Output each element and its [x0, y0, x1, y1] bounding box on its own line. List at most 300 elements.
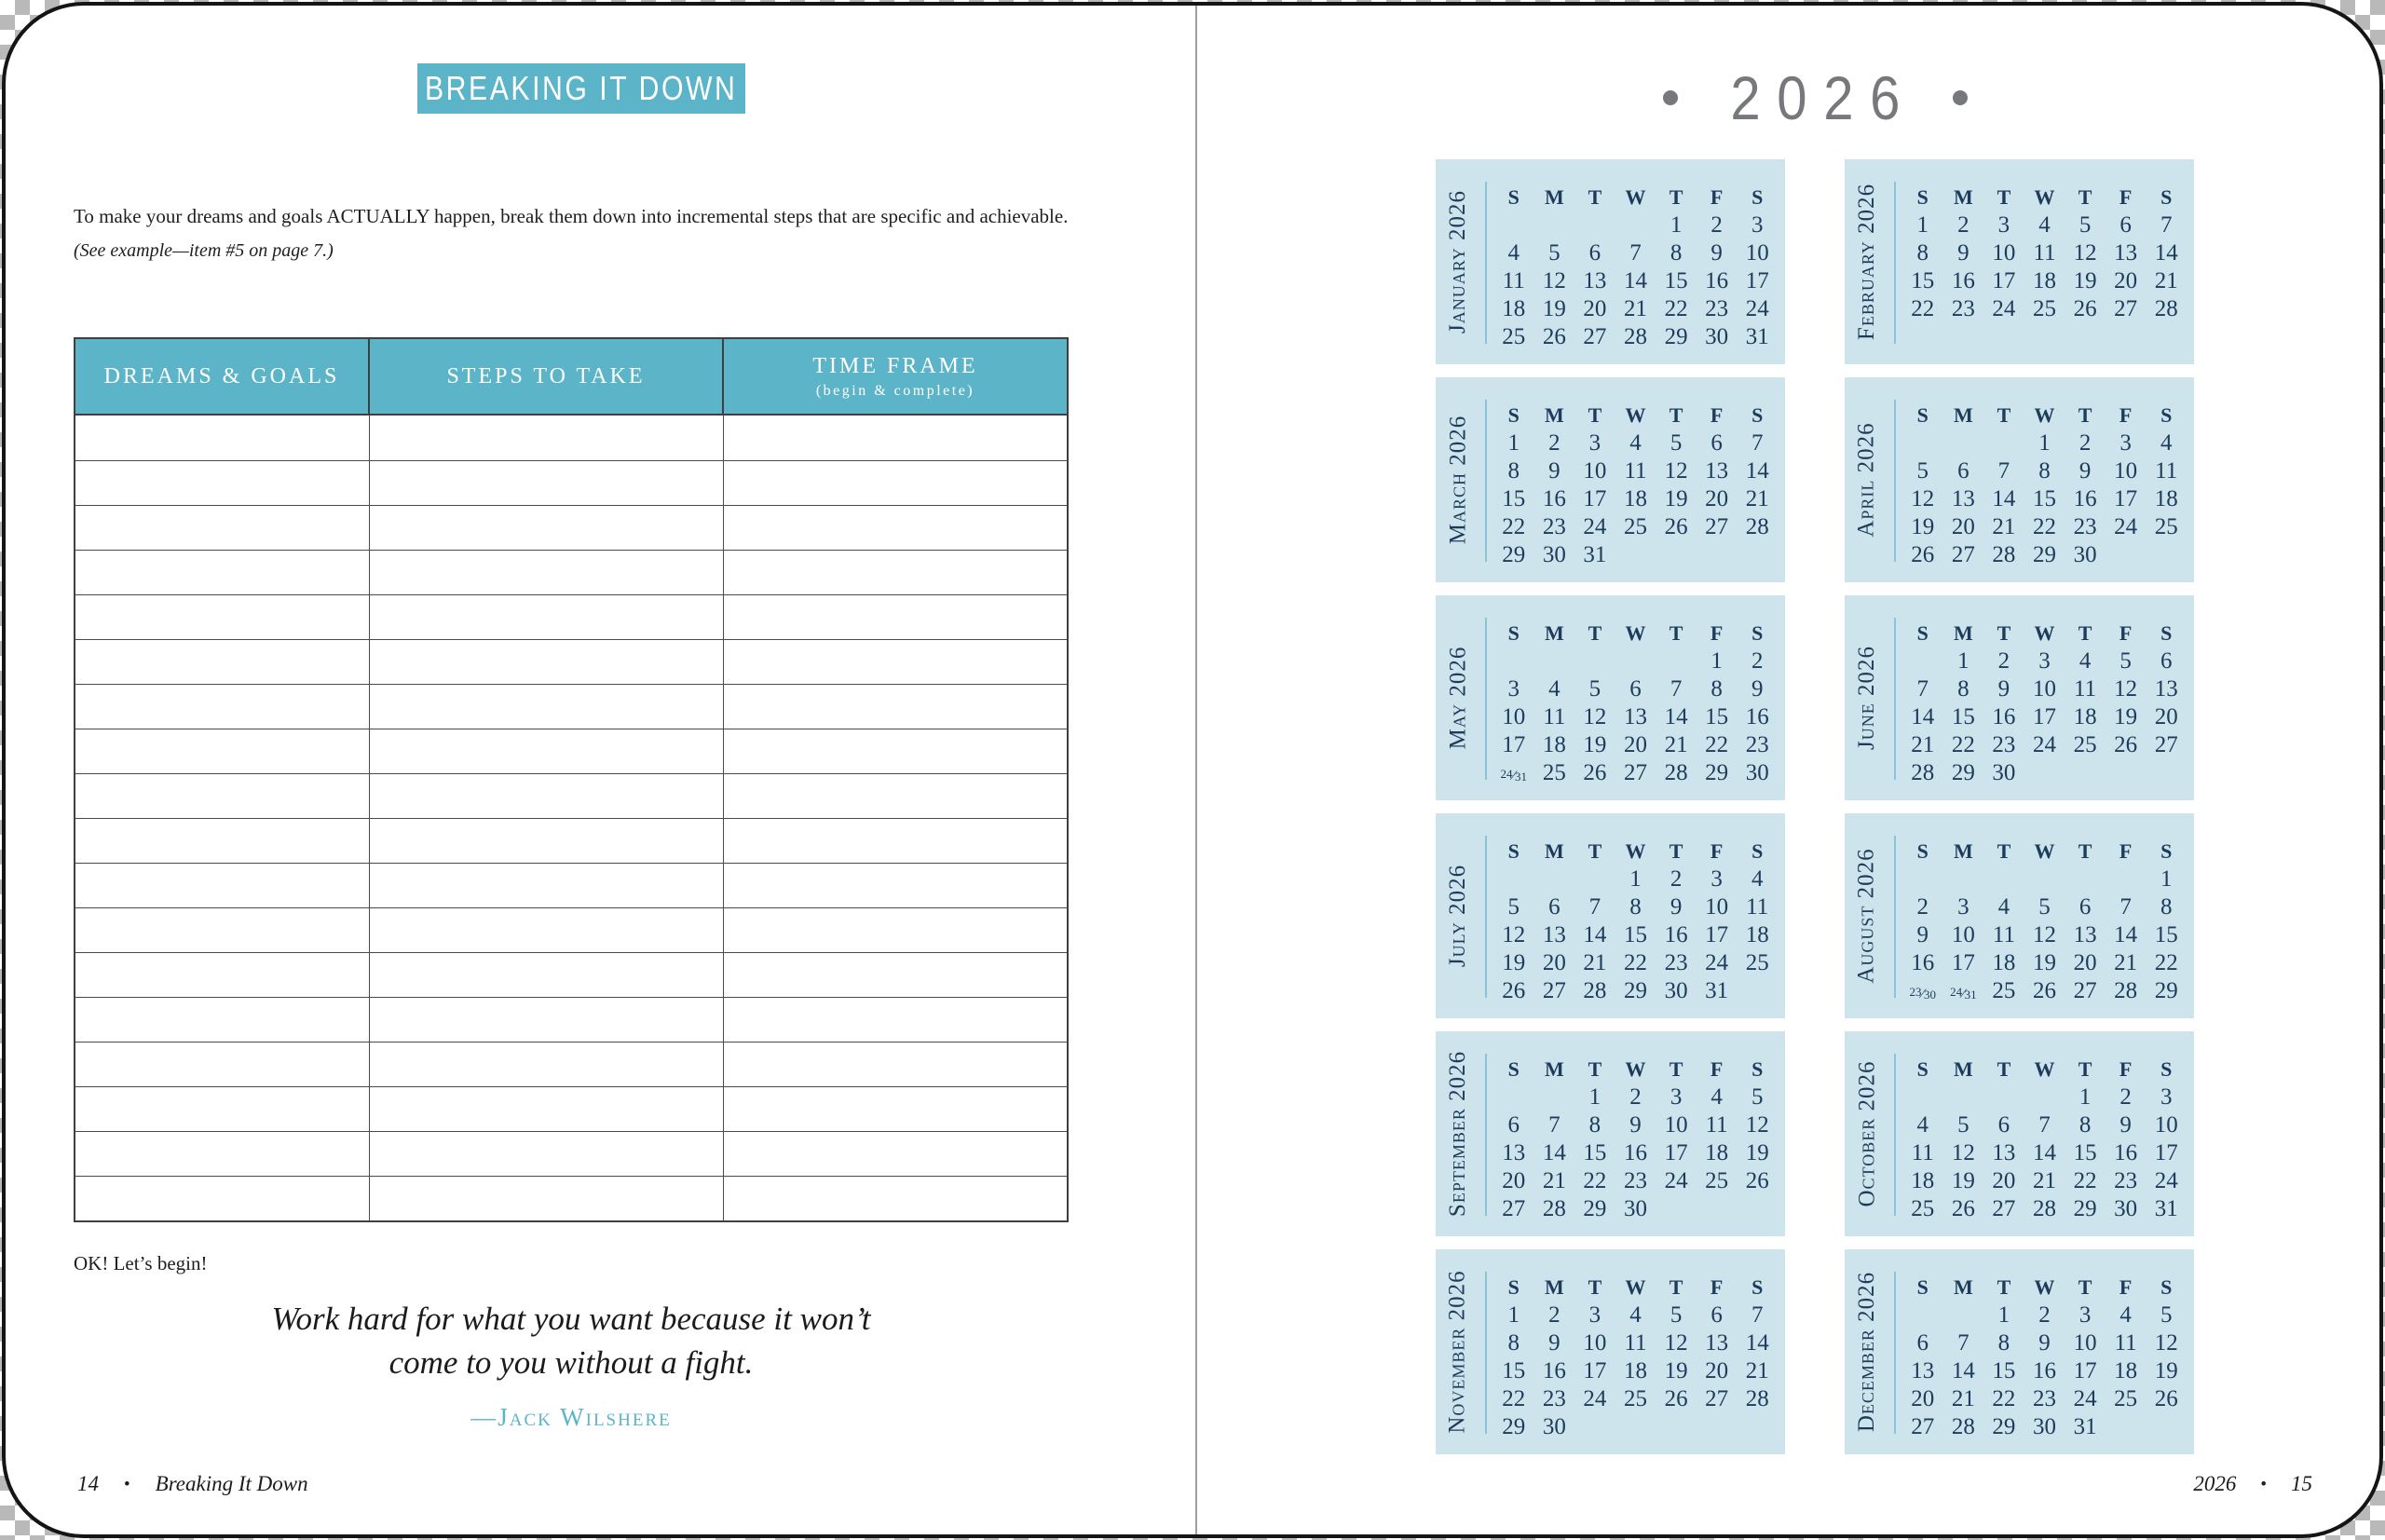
day-cell: 18 — [2154, 486, 2178, 511]
day-cell: 16 — [1664, 922, 1688, 947]
day-cell: 31 — [1705, 978, 1729, 1003]
weekday-header: W — [2034, 621, 2055, 645]
weekday-header: M — [1953, 839, 1973, 863]
day-cell — [1902, 429, 1943, 457]
goals-table-cell — [724, 416, 1067, 460]
day-cell: 11 — [1543, 704, 1566, 729]
day-cell — [1943, 865, 1984, 893]
column-header-label: TIME FRAME — [812, 353, 978, 378]
day-cell: 2 — [1548, 1302, 1560, 1328]
day-cell: 9 — [1957, 240, 1969, 266]
day-cell: 17 — [1992, 268, 2016, 293]
day-cell: 25 — [2073, 732, 2097, 757]
goals-table-cell — [724, 595, 1067, 639]
day-cell: 27 — [1542, 978, 1566, 1003]
day-cell: 12 — [2073, 240, 2097, 266]
day-cell: 11 — [1746, 894, 1769, 920]
day-cell: 1 — [2078, 1084, 2092, 1110]
day-cell — [2146, 1413, 2187, 1441]
day-cell: 24 — [1583, 1386, 1607, 1411]
day-cell: 15 — [1911, 268, 1935, 293]
day-cell: 13 — [2114, 240, 2138, 266]
day-cell: 3 — [2119, 430, 2132, 456]
day-cell: 19 — [1951, 1168, 1975, 1193]
day-cell — [1615, 1413, 1656, 1441]
weekday-header: F — [2119, 621, 2133, 645]
goals-table-cell — [724, 1087, 1067, 1131]
goals-table-cell — [370, 551, 724, 594]
day-cell: 24 — [1664, 1168, 1688, 1193]
day-cell — [1737, 1195, 1778, 1223]
day-cell: 6 — [2160, 648, 2173, 674]
goals-table-cell — [724, 729, 1067, 773]
goals-table-row — [75, 505, 1067, 550]
day-cell — [1737, 1413, 1778, 1441]
weekday-header: T — [1669, 403, 1683, 427]
day-cell: 27 — [1502, 1196, 1526, 1221]
day-cell: 10 — [1664, 1112, 1688, 1138]
day-cell: 23 — [1542, 514, 1566, 539]
goals-table-cell — [75, 864, 370, 907]
day-cell: 31 — [1583, 542, 1607, 567]
day-cell: 17 — [2154, 1140, 2178, 1165]
day-cell: 23 — [1664, 950, 1688, 975]
page-number: 14 — [77, 1472, 99, 1495]
day-cell — [1902, 1302, 1943, 1329]
goals-table-cell — [370, 729, 724, 773]
day-cell: 12 — [1542, 268, 1566, 293]
day-cell: 31 — [1745, 324, 1769, 349]
day-cell: 3 — [1588, 1302, 1601, 1328]
day-cell: 28 — [1745, 1386, 1769, 1411]
day-cell: 16 — [1911, 950, 1935, 975]
day-cell: 18 — [1992, 950, 2016, 975]
day-cell — [1656, 647, 1697, 675]
day-cell: 29 — [1502, 542, 1526, 567]
goals-table-cell — [724, 551, 1067, 594]
day-cell: $^{23}⁄_{30}$ — [1909, 985, 1937, 1002]
day-cell: 31 — [2154, 1196, 2178, 1221]
goals-table-cell — [724, 461, 1067, 505]
day-cell: 17 — [1583, 486, 1607, 511]
day-cell: 18 — [1623, 486, 1647, 511]
weekday-header: S — [2160, 1275, 2173, 1299]
weekday-header: T — [1588, 839, 1602, 863]
day-cell: 26 — [1911, 542, 1935, 567]
month-day-grid — [1493, 1056, 1778, 1223]
day-cell: 8 — [1629, 894, 1642, 920]
weekday-header: S — [1751, 1057, 1764, 1081]
weekday-header: S — [1507, 185, 1520, 209]
day-cell: 21 — [2032, 1168, 2056, 1193]
day-cell: 9 — [2119, 1112, 2132, 1138]
day-cell: 18 — [2114, 1358, 2138, 1383]
goals-table-row — [75, 594, 1067, 639]
day-cell: $^{24}⁄_{31}$ — [1500, 767, 1528, 784]
day-cell: 1 — [1710, 648, 1723, 674]
goals-table-cell — [724, 685, 1067, 729]
day-cell: 28 — [1992, 542, 2016, 567]
day-cell — [1615, 541, 1656, 569]
weekday-header: M — [1953, 1057, 1973, 1081]
weekday-header: S — [1507, 839, 1520, 863]
goals-table-row — [75, 684, 1067, 729]
weekday-header: T — [1997, 185, 2011, 209]
day-cell: 15 — [1502, 1358, 1526, 1383]
day-cell: 14 — [1951, 1358, 1975, 1383]
month-label: June 2026 — [1854, 646, 1880, 750]
day-cell: 18 — [1745, 922, 1769, 947]
column-header-dreams-goals — [75, 339, 370, 414]
day-cell: 12 — [1583, 704, 1607, 729]
goals-table-cell — [370, 908, 724, 952]
weekday-header: M — [1953, 403, 1973, 427]
day-cell: 23 — [1623, 1168, 1647, 1193]
day-cell: 19 — [2073, 268, 2097, 293]
day-cell: 16 — [1705, 268, 1729, 293]
goals-table-cell — [75, 551, 370, 594]
day-cell: 13 — [1583, 268, 1607, 293]
day-cell: 11 — [2114, 1330, 2137, 1356]
day-cell: 13 — [1911, 1358, 1935, 1383]
day-cell: 20 — [2073, 950, 2097, 975]
day-cell: 5 — [2038, 894, 2051, 920]
day-cell: 3 — [1507, 676, 1520, 702]
month-calendar — [1436, 377, 1785, 582]
day-cell: 3 — [2078, 1302, 2092, 1328]
day-cell: 24 — [1705, 950, 1729, 975]
month-day-grid — [1493, 402, 1778, 569]
day-cell: 29 — [1705, 760, 1729, 785]
month-label: August 2026 — [1854, 848, 1879, 984]
goals-table-cell — [370, 953, 724, 997]
day-cell: 10 — [2114, 458, 2138, 484]
day-cell: 29 — [2032, 542, 2056, 567]
day-cell: 15 — [2032, 486, 2056, 511]
month-label: April 2026 — [1854, 422, 1879, 538]
weekday-header: W — [1625, 185, 1646, 209]
day-cell: 21 — [1745, 1358, 1769, 1383]
day-cell — [1656, 1413, 1697, 1441]
day-cell: 8 — [1507, 458, 1520, 484]
day-cell: 27 — [1705, 1386, 1729, 1411]
goals-table-cell — [370, 819, 724, 863]
goals-table-cell — [75, 506, 370, 550]
day-cell: 17 — [1745, 268, 1769, 293]
goals-table-cell — [75, 461, 370, 505]
day-cell — [1697, 1413, 1738, 1441]
month-label: September 2026 — [1445, 1050, 1471, 1218]
weekday-header: T — [2078, 839, 2092, 863]
weekday-header: S — [2160, 839, 2173, 863]
day-cell: 4 — [2119, 1302, 2132, 1328]
day-cell: 8 — [2160, 894, 2173, 920]
day-cell: 12 — [2154, 1330, 2178, 1356]
day-cell: $^{24}⁄_{31}$ — [1950, 985, 1977, 1002]
day-cell: 6 — [1548, 894, 1560, 920]
weekday-header: S — [2160, 185, 2173, 209]
weekday-header: W — [2034, 1057, 2055, 1081]
month-label: December 2026 — [1854, 1271, 1879, 1433]
day-cell: 5 — [2119, 648, 2132, 674]
day-cell: 2 — [1670, 866, 1683, 892]
day-cell: 27 — [1705, 514, 1729, 539]
month-separator-line — [1894, 1272, 1896, 1434]
weekday-header: F — [1710, 403, 1724, 427]
day-cell: 20 — [2154, 704, 2178, 729]
column-header-time-frame — [724, 339, 1067, 414]
day-cell: 21 — [1623, 296, 1647, 321]
day-cell: 19 — [1745, 1140, 1769, 1165]
month-label: November 2026 — [1445, 1270, 1470, 1434]
day-cell: 2 — [1957, 212, 1969, 238]
day-cell: 25 — [1542, 760, 1566, 785]
month-label: January 2026 — [1445, 190, 1470, 334]
day-cell: 9 — [1997, 676, 2010, 702]
goals-table-row — [75, 952, 1067, 997]
day-cell — [2106, 541, 2146, 569]
day-cell: 17 — [2114, 486, 2138, 511]
day-cell: 24 — [2073, 1386, 2097, 1411]
day-cell: 28 — [1664, 760, 1688, 785]
goals-table-row — [75, 907, 1067, 952]
day-cell: 16 — [1542, 486, 1566, 511]
day-cell: 21 — [1911, 732, 1935, 757]
day-cell: 30 — [1705, 324, 1729, 349]
day-cell: 21 — [1992, 514, 2016, 539]
day-cell: 13 — [1623, 704, 1647, 729]
day-cell: 22 — [2154, 950, 2178, 975]
goals-table-row — [75, 1086, 1067, 1131]
weekday-header: S — [1916, 403, 1928, 427]
weekday-header: S — [1507, 621, 1520, 645]
day-cell: 30 — [1992, 760, 2016, 785]
day-cell: 10 — [1705, 894, 1729, 920]
month-day-grid — [1902, 402, 2187, 569]
day-cell: 13 — [1542, 922, 1566, 947]
day-cell: 20 — [1583, 296, 1607, 321]
month-calendar — [1436, 1031, 1785, 1236]
weekday-header: F — [2119, 839, 2133, 863]
day-cell: 6 — [1588, 240, 1601, 266]
day-cell — [1534, 1083, 1575, 1111]
day-cell: 29 — [2154, 978, 2178, 1003]
day-cell: 21 — [1951, 1386, 1975, 1411]
day-cell: 17 — [1664, 1140, 1688, 1165]
day-cell — [1493, 211, 1534, 239]
day-cell: 22 — [1664, 296, 1688, 321]
weekday-header: W — [2034, 403, 2055, 427]
goals-table-cell — [724, 998, 1067, 1042]
day-cell: 7 — [1916, 676, 1929, 702]
day-cell: 4 — [1916, 1112, 1929, 1138]
day-cell: 23 — [1542, 1386, 1566, 1411]
day-cell: 5 — [1507, 894, 1520, 920]
weekday-header: T — [2078, 403, 2092, 427]
day-cell: 3 — [1588, 430, 1601, 456]
goals-table-cell — [75, 595, 370, 639]
weekday-header: T — [1997, 403, 2011, 427]
day-cell: 22 — [1951, 732, 1975, 757]
day-cell: 14 — [2032, 1140, 2056, 1165]
day-cell: 20 — [1542, 950, 1566, 975]
day-cell — [1902, 1083, 1943, 1111]
day-cell: 21 — [2154, 268, 2178, 293]
month-label: May 2026 — [1445, 646, 1471, 750]
day-cell: 20 — [1951, 514, 1975, 539]
day-cell: 9 — [1751, 676, 1764, 702]
month-separator-line — [1894, 1054, 1896, 1216]
day-cell: 16 — [1623, 1140, 1647, 1165]
month-day-grid — [1493, 184, 1778, 351]
day-cell: 21 — [1583, 950, 1607, 975]
day-cell: 5 — [1957, 1112, 1969, 1138]
quote-attribution: —Jack Wilshere — [470, 1403, 672, 1431]
day-cell: 16 — [2073, 486, 2097, 511]
day-cell: 6 — [1507, 1112, 1520, 1138]
page-gutter-divider — [1195, 6, 1197, 1534]
day-cell — [1656, 541, 1697, 569]
day-cell: 1 — [1507, 1302, 1520, 1328]
weekday-header: M — [1544, 185, 1564, 209]
day-cell: 9 — [1916, 922, 1929, 947]
weekday-header: W — [1625, 1275, 1646, 1299]
example-note: (See example—item #5 on page 7.) — [74, 240, 334, 261]
day-cell: 9 — [2078, 458, 2092, 484]
goals-table-cell — [724, 908, 1067, 952]
day-cell: 4 — [1507, 240, 1520, 266]
day-cell: 13 — [2073, 922, 2097, 947]
goals-table-cell — [75, 953, 370, 997]
goals-table-cell — [724, 640, 1067, 684]
month-calendar — [1845, 377, 2194, 582]
day-cell: 19 — [1911, 514, 1935, 539]
day-cell: 19 — [1664, 486, 1688, 511]
day-cell — [1943, 429, 1984, 457]
day-cell: 16 — [2114, 1140, 2138, 1165]
goals-table-cell — [75, 1087, 370, 1131]
day-cell: 22 — [1583, 1168, 1607, 1193]
weekday-header: T — [1669, 1057, 1683, 1081]
month-calendar — [1436, 813, 1785, 1018]
day-cell: 24 — [1583, 514, 1607, 539]
day-cell: 26 — [1951, 1196, 1975, 1221]
weekday-header: T — [1669, 839, 1683, 863]
day-cell: 21 — [1542, 1168, 1566, 1193]
day-cell: 28 — [2114, 978, 2138, 1003]
day-cell: 4 — [1629, 430, 1642, 456]
bullet-icon: • — [2260, 1474, 2267, 1494]
goals-table-cell — [75, 685, 370, 729]
day-cell: 3 — [1670, 1084, 1683, 1110]
goals-table-cell — [75, 774, 370, 818]
weekday-header: S — [1916, 621, 1928, 645]
day-cell: 26 — [1664, 514, 1688, 539]
day-cell: 9 — [1548, 458, 1560, 484]
day-cell: 10 — [1583, 1330, 1607, 1356]
day-cell: 3 — [1751, 212, 1764, 238]
day-cell: 5 — [2160, 1302, 2173, 1328]
day-cell — [2106, 759, 2146, 787]
month-calendar — [1845, 813, 2194, 1018]
goals-table-cell — [75, 908, 370, 952]
day-cell: 20 — [1623, 732, 1647, 757]
day-cell — [1574, 1413, 1615, 1441]
day-cell: 27 — [1951, 542, 1975, 567]
day-cell: 13 — [2154, 676, 2178, 702]
goals-table-cell — [370, 774, 724, 818]
weekday-header: S — [1507, 403, 1520, 427]
day-cell: 9 — [1548, 1330, 1560, 1356]
goals-table-cell — [724, 506, 1067, 550]
day-cell — [1534, 647, 1575, 675]
day-cell: 10 — [1502, 704, 1526, 729]
column-header-sublabel: (begin & complete) — [815, 382, 975, 399]
day-cell: 15 — [1664, 268, 1688, 293]
day-cell: 28 — [2154, 296, 2178, 321]
day-cell: 8 — [1670, 240, 1683, 266]
day-cell: 15 — [1623, 922, 1647, 947]
day-cell: 15 — [1951, 704, 1975, 729]
day-cell: 2 — [2078, 430, 2092, 456]
day-cell: 22 — [1705, 732, 1729, 757]
weekday-header: S — [1751, 1275, 1764, 1299]
weekday-header: W — [2034, 1275, 2055, 1299]
day-cell — [1902, 865, 1943, 893]
goals-table-cell — [370, 461, 724, 505]
goals-table-cell — [75, 1132, 370, 1176]
weekday-header: T — [1669, 1275, 1683, 1299]
goals-table-cell — [724, 1043, 1067, 1086]
day-cell — [1697, 541, 1738, 569]
year-header — [1436, 65, 2195, 130]
day-cell: 26 — [2073, 296, 2097, 321]
month-day-grid — [1902, 620, 2187, 787]
day-cell: 17 — [1951, 950, 1975, 975]
weekday-header: S — [2160, 1057, 2173, 1081]
day-cell: 28 — [1951, 1414, 1975, 1439]
day-cell: 10 — [2032, 676, 2056, 702]
day-cell: 12 — [1745, 1112, 1769, 1138]
day-cell: 17 — [1583, 1358, 1607, 1383]
day-cell: 28 — [2032, 1196, 2056, 1221]
day-cell: 30 — [1623, 1196, 1647, 1221]
month-day-grid — [1902, 1274, 2187, 1441]
month-day-grid — [1493, 1274, 1778, 1441]
weekday-header: T — [1588, 185, 1602, 209]
day-cell: 15 — [1992, 1358, 2016, 1383]
goals-table-cell — [75, 416, 370, 460]
day-cell: 22 — [1911, 296, 1935, 321]
weekday-header: T — [2078, 1057, 2092, 1081]
day-cell: 6 — [2119, 212, 2132, 238]
page-number: 15 — [2291, 1472, 2312, 1495]
weekday-header: T — [1997, 621, 2011, 645]
day-cell: 8 — [1916, 240, 1929, 266]
day-cell: 28 — [1542, 1196, 1566, 1221]
day-cell: 8 — [1957, 676, 1969, 702]
goals-table-cell — [724, 1132, 1067, 1176]
weekday-header: S — [1916, 1057, 1928, 1081]
day-cell: 11 — [1624, 1330, 1647, 1356]
day-cell — [1656, 1195, 1697, 1223]
day-cell: 26 — [2032, 978, 2056, 1003]
weekday-header: T — [1669, 621, 1683, 645]
month-day-grid — [1902, 838, 2187, 1005]
day-cell — [2024, 865, 2065, 893]
goals-table — [74, 337, 1069, 1222]
day-cell — [2106, 1413, 2146, 1441]
